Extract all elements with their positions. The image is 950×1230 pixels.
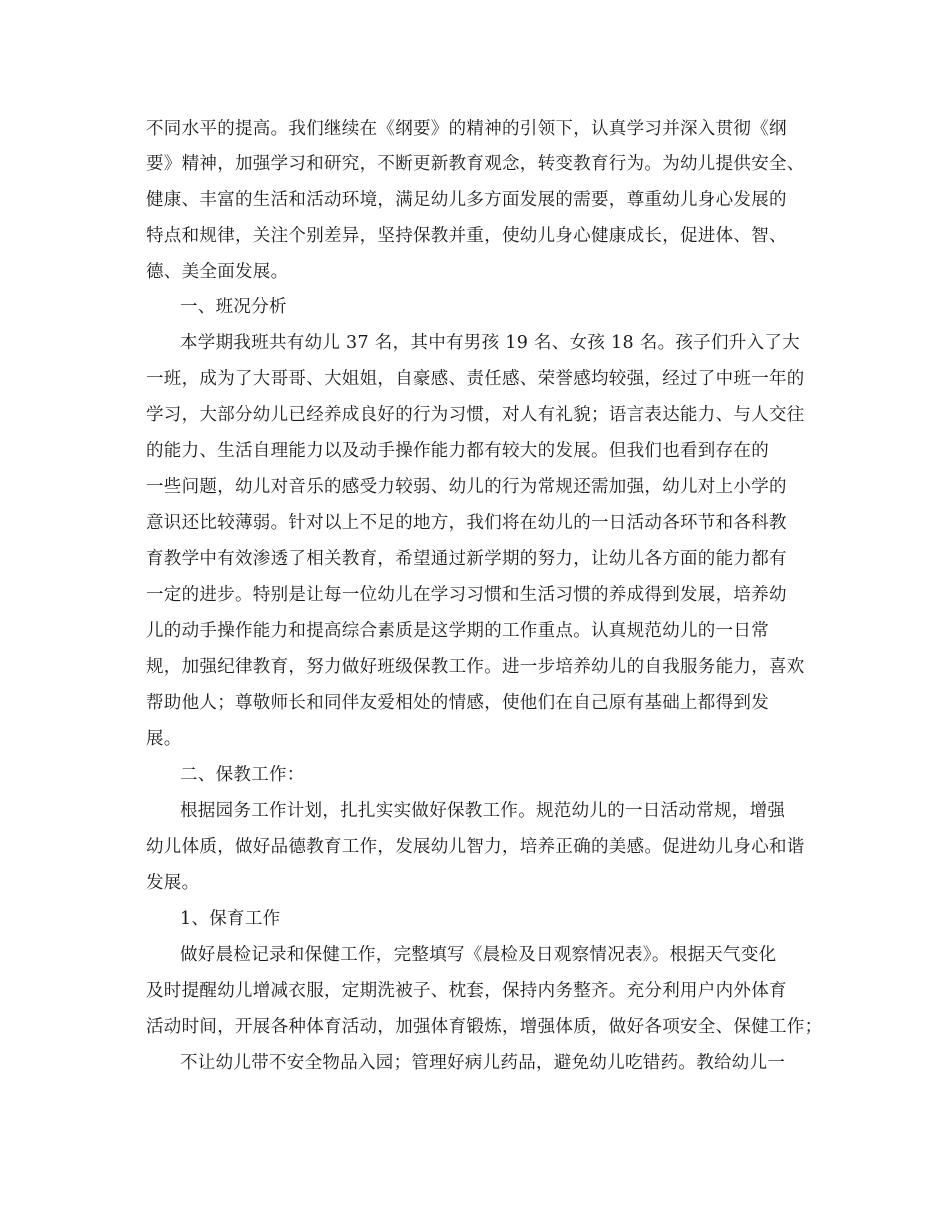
section-heading: 二、保教工作： xyxy=(180,765,305,785)
subsection-heading: 1、保育工作 xyxy=(180,909,281,929)
text-line: 特点和规律，关注个别差异，坚持保教并重，使幼儿身心健康成长，促进体、智、 xyxy=(146,226,787,246)
text-line: 一定的进步。特别是让每一位幼儿在学习习惯和生活习惯的养成得到发展，培养幼 xyxy=(146,585,787,605)
text-line: 不让幼儿带不安全物品入园；管理好病儿药品，避免幼儿吃错药。教给幼儿一 xyxy=(180,1053,786,1073)
text-line: 学习，大部分幼儿已经养成良好的行为习惯，对人有礼貌；语言表达能力、与人交往 xyxy=(146,405,805,425)
text-line: 不同水平的提高。我们继续在《纲要》的精神的引领下，认真学习并深入贯彻《纲 xyxy=(146,119,787,139)
text-line: 健康、丰富的生活和活动环境，满足幼儿多方面发展的需要，尊重幼儿身心发展的 xyxy=(146,190,787,210)
text-line: 规，加强纪律教育，努力做好班级保教工作。进一步培养幼儿的自我服务能力，喜欢 xyxy=(146,657,805,677)
text-line: 本学期我班共有幼儿 37 名，其中有男孩 19 名、女孩 18 名。孩子们升入了大 xyxy=(180,333,800,353)
text-line: 活动时间，开展各种体育活动，加强体育锻炼，增强体质，做好各项安全、保健工作； xyxy=(146,1017,823,1037)
text-line: 一些问题，幼儿对音乐的感受力较弱、幼儿的行为常规还需加强，幼儿对上小学的 xyxy=(146,477,787,497)
text-line: 意识还比较薄弱。针对以上不足的地方，我们将在幼儿的一日活动各环节和各科教 xyxy=(146,513,787,533)
text-line: 育教学中有效渗透了相关教育，希望通过新学期的努力，让幼儿各方面的能力都有 xyxy=(146,549,787,569)
text-line: 根据园务工作计划，扎扎实实做好保教工作。规范幼儿的一日活动常规，增强 xyxy=(180,801,786,821)
section-heading: 一、班况分析 xyxy=(180,297,287,317)
text-line: 儿的动手操作能力和提高综合素质是这学期的工作重点。认真规范幼儿的一日常 xyxy=(146,621,769,641)
text-line: 的能力、生活自理能力以及动手操作能力都有较大的发展。但我们也看到存在的 xyxy=(146,441,769,461)
text-line: 展。 xyxy=(146,729,182,749)
text-line: 一班，成为了大哥哥、大姐姐，自豪感、责任感、荣誉感均较强，经过了中班一年的 xyxy=(146,369,805,389)
text-line: 要》精神，加强学习和研究，不断更新教育观念，转变教育行为。为幼儿提供安全、 xyxy=(146,154,805,174)
text-line: 帮助他人；尊敬师长和同伴友爱相处的情感，使他们在自己原有基础上都得到发 xyxy=(146,693,769,713)
text-line: 德、美全面发展。 xyxy=(146,262,289,282)
text-line: 及时提醒幼儿增减衣服，定期洗被子、枕套，保持内务整齐。充分利用户内外体育 xyxy=(146,981,787,1001)
text-line: 做好晨检记录和保健工作，完整填写《晨检及日观察情况表》。根据天气变化 xyxy=(180,945,777,965)
text-line: 幼儿体质，做好品德教育工作，发展幼儿智力，培养正确的美感。促进幼儿身心和谐 xyxy=(146,837,805,857)
text-line: 发展。 xyxy=(146,873,200,893)
